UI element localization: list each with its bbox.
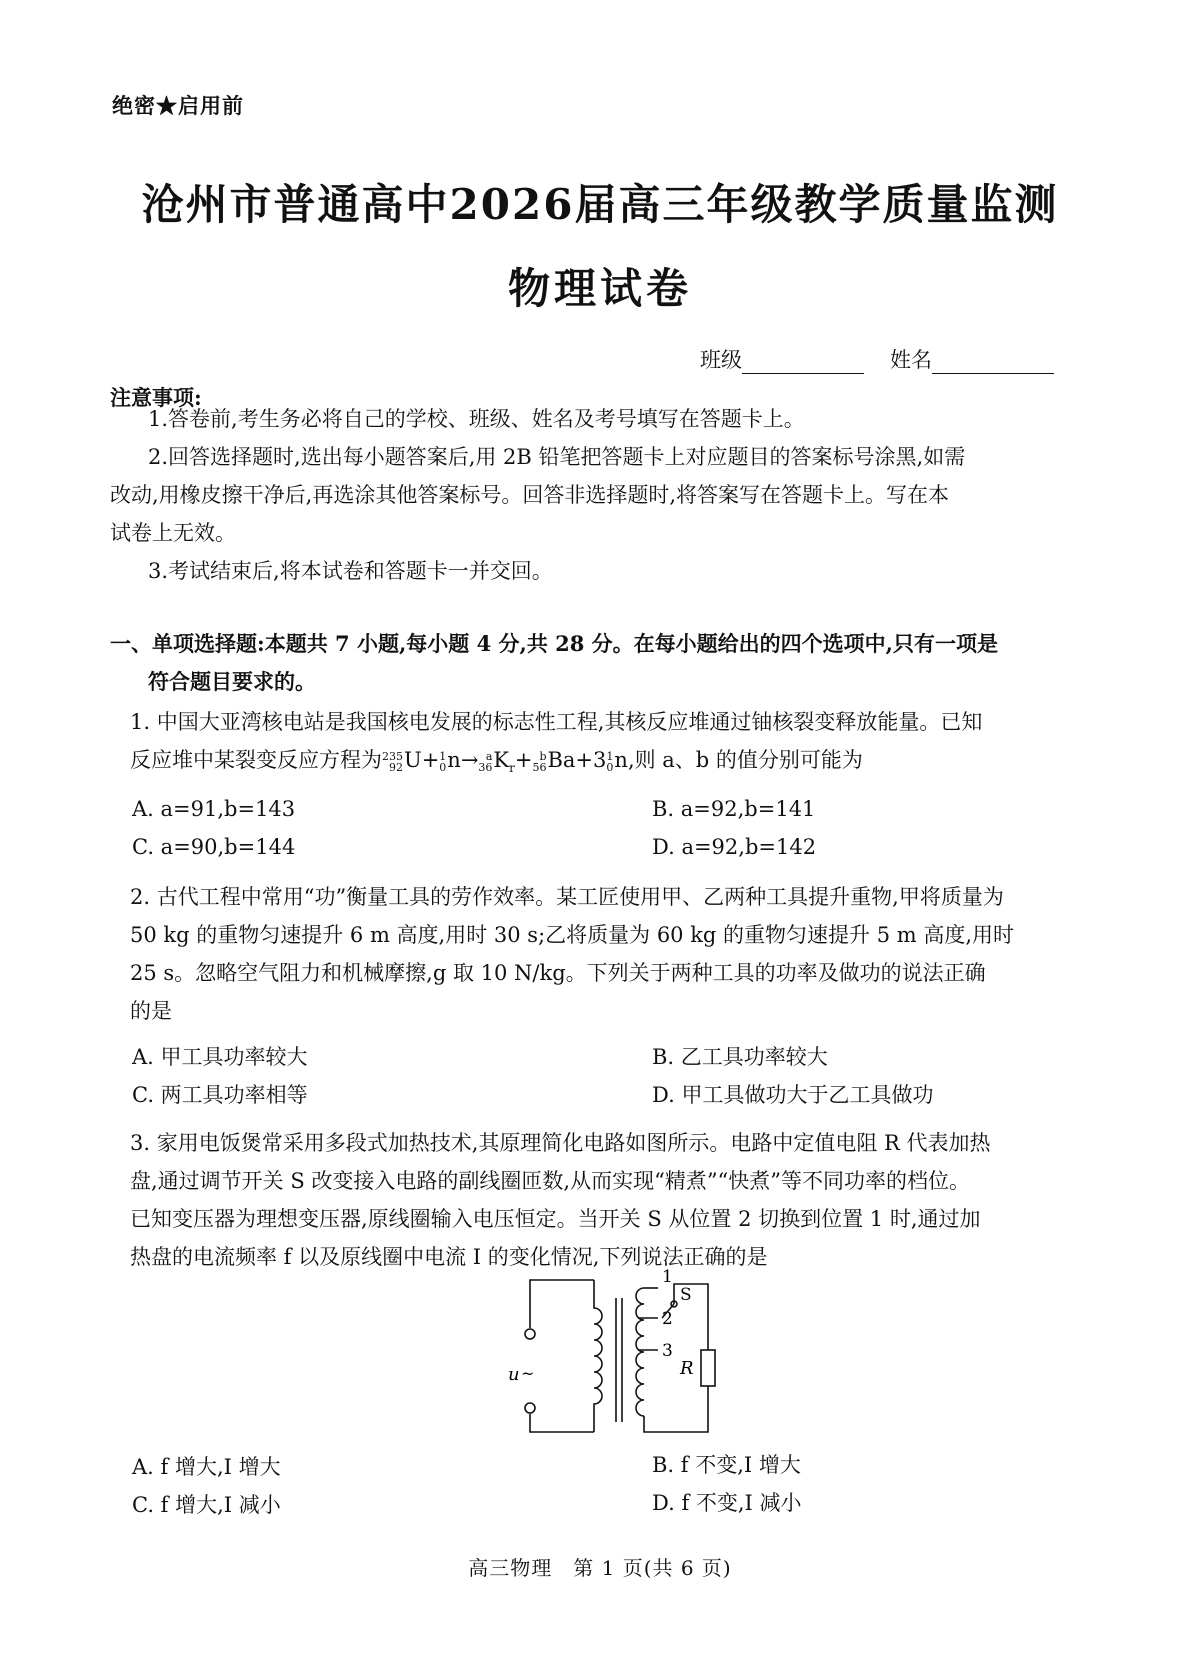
q1-option-c[interactable]: C. a=90,b=144 xyxy=(132,835,296,859)
name-label: 姓名 xyxy=(890,348,932,372)
label-ac-tilde: ~ xyxy=(521,1364,535,1383)
student-info-fields xyxy=(700,344,1054,374)
q1-option-a[interactable]: A. a=91,b=143 xyxy=(132,797,296,821)
confidential-mark: 绝密★启用前 xyxy=(112,93,244,118)
section-heading-line1: 一、单项选择题:本题共 7 小题,每小题 4 分,共 28 分。在每小题给出的四个选项中,只有一项是 xyxy=(110,631,998,656)
notice-item-2-line3: 试卷上无效。 xyxy=(110,521,236,545)
q2-stem-line4: 的是 xyxy=(130,999,172,1023)
exam-title: 沧州市普通高中2026届高三年级教学质量监测 xyxy=(141,180,1059,229)
page-footer: 高三物理 第 1 页(共 6 页) xyxy=(468,1556,732,1580)
q3-option-c[interactable]: C. f 增大,I 减小 xyxy=(132,1493,281,1517)
label-resistor-r: R xyxy=(680,1358,694,1379)
label-tap-3: 3 xyxy=(662,1341,673,1361)
exam-subtitle: 物理试卷 xyxy=(507,264,692,313)
q2-stem-line1: 2. 古代工程中常用“功”衡量工具的劳作效率。某工匠使用甲、乙两种工具提升重物,甲将质量为 xyxy=(130,885,1004,909)
q3-stem-line1: 3. 家用电饭煲常采用多段式加热技术,其原理简化电路如图所示。电路中定值电阻 R 代表加热 xyxy=(130,1131,991,1155)
q2-stem-line3: 25 s。忽略空气阻力和机械摩擦,g 取 10 N/kg。下列关于两种工具的功率及做功的说法正确 xyxy=(130,961,986,985)
q3-stem-line2: 盘,通过调节开关 S 改变接入电路的副线圈匝数,从而实现“精煮”“快煮”等不同功率的档位。 xyxy=(130,1169,971,1193)
q3-option-b[interactable]: B. f 不变,I 增大 xyxy=(652,1453,801,1477)
notice-item-2-line2: 改动,用橡皮擦干净后,再选涂其他答案标号。回答非选择题时,将答案写在答题卡上。写在本 xyxy=(110,483,950,507)
label-u: u xyxy=(508,1364,520,1385)
q1-stem-line1: 1. 中国大亚湾核电站是我国核电发展的标志性工程,其核反应堆通过铀核裂变释放能量。已知 xyxy=(130,710,983,734)
fission-equation: 235 92 U+ 1 0 n→ a 36 $K_r+$ b 56 Ba+3 1 0 n xyxy=(382,748,628,776)
notice-item-1: 1.答卷前,考生务必将自己的学校、班级、姓名及考号填写在答题卡上。 xyxy=(148,407,805,431)
class-label: 班级 xyxy=(700,348,742,372)
label-switch-s: S xyxy=(680,1285,692,1305)
section-heading-line2: 符合题目要求的。 xyxy=(148,669,316,694)
q2-stem-line2: 50 kg 的重物匀速提升 6 m 高度,用时 30 s;乙将质量为 60 kg 的重物匀速提升 5 m 高度,用时 xyxy=(130,923,1015,947)
q2-option-c[interactable]: C. 两工具功率相等 xyxy=(132,1083,308,1107)
q3-option-d[interactable]: D. f 不变,I 减小 xyxy=(652,1491,802,1515)
label-tap-1: 1 xyxy=(662,1268,673,1287)
class-blank[interactable] xyxy=(742,351,864,374)
q1-option-b[interactable]: B. a=92,b=141 xyxy=(652,797,816,821)
label-tap-2: 2 xyxy=(662,1309,673,1329)
notice-heading: 注意事项: xyxy=(110,385,202,410)
q2-option-b[interactable]: B. 乙工具功率较大 xyxy=(652,1045,828,1069)
transformer-circuit-diagram xyxy=(490,1268,730,1442)
notice-item-2-line1: 2.回答选择题时,选出每小题答案后,用 2B 铅笔把答题卡上对应题目的答案标号涂黑,如需 xyxy=(148,445,966,469)
q1-option-d[interactable]: D. a=92,b=142 xyxy=(652,835,817,859)
q2-option-a[interactable]: A. 甲工具功率较大 xyxy=(132,1045,308,1069)
name-blank[interactable] xyxy=(932,351,1054,374)
q3-option-a[interactable]: A. f 增大,I 增大 xyxy=(132,1455,281,1479)
notice-item-3: 3.考试结束后,将本试卷和答题卡一并交回。 xyxy=(148,559,553,583)
q1-stem-line2: 反应堆中某裂变反应方程为 235 92 U+ 1 0 n→ a 36 $K_r+$ b 56 Ba+3 1 0 n,则 a、b 的值分别可能为 xyxy=(130,748,863,776)
q2-option-d[interactable]: D. 甲工具做功大于乙工具做功 xyxy=(652,1083,934,1107)
q3-stem-line3: 已知变压器为理想变压器,原线圈输入电压恒定。当开关 S 从位置 2 切换到位置 1 时,通过加 xyxy=(130,1207,981,1231)
q3-stem-line4: 热盘的电流频率 f 以及原线圈中电流 I 的变化情况,下列说法正确的是 xyxy=(130,1245,768,1269)
